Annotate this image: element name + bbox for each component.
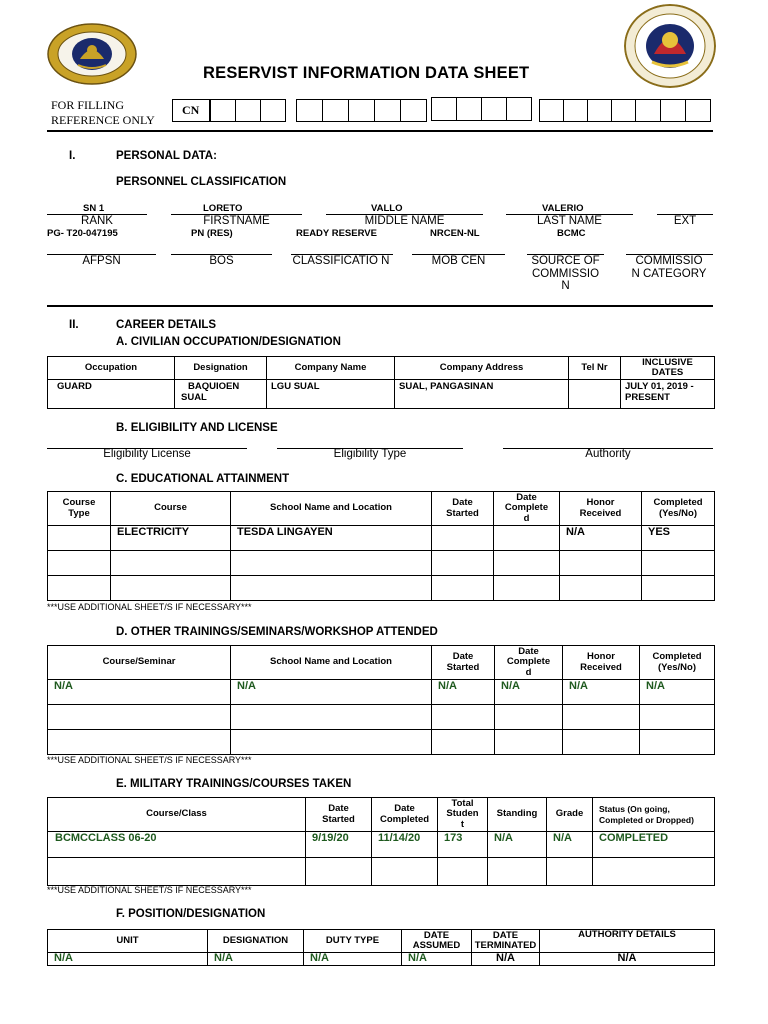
section-number-personal: I. bbox=[69, 150, 76, 162]
education-cell bbox=[432, 526, 494, 551]
education-cell: YES bbox=[642, 526, 715, 551]
education-cell bbox=[48, 526, 111, 551]
middlename-value: VALLO bbox=[371, 203, 403, 214]
trainings-header: Completed (Yes/No) bbox=[640, 646, 715, 680]
cn-cell[interactable] bbox=[611, 99, 636, 122]
afpsn-label: AFPSN bbox=[82, 255, 121, 267]
military-cell bbox=[488, 858, 547, 886]
cn-cell[interactable] bbox=[563, 99, 588, 122]
education-cell bbox=[111, 551, 231, 576]
table-row bbox=[48, 858, 715, 886]
education-cell bbox=[48, 576, 111, 601]
other-trainings-title: D. OTHER TRAININGS/SEMINARS/WORKSHOP ATTENDED bbox=[116, 626, 438, 638]
source-value: BCMC bbox=[557, 228, 586, 239]
education-note: ***USE ADDITIONAL SHEET/S IF NECESSARY*** bbox=[47, 602, 252, 612]
other-trainings-table bbox=[47, 645, 715, 755]
civilian-cell: JULY 01, 2019 - PRESENT bbox=[621, 380, 715, 409]
position-cell: N/A bbox=[472, 953, 540, 966]
military-header: Date Started bbox=[306, 798, 372, 832]
military-trainings-table bbox=[47, 797, 715, 886]
education-header: Date Complete d bbox=[494, 492, 560, 526]
cn-label-box: CN bbox=[172, 99, 210, 122]
education-header: Honor Received bbox=[560, 492, 642, 526]
trainings-header: Course/Seminar bbox=[48, 646, 231, 680]
education-header: School Name and Location bbox=[231, 492, 432, 526]
trainings-note: ***USE ADDITIONAL SHEET/S IF NECESSARY*** bbox=[47, 755, 252, 765]
position-cell: N/A bbox=[208, 953, 304, 966]
position-header: DATE ASSUMED bbox=[402, 930, 472, 953]
trainings-cell: N/A bbox=[563, 680, 640, 705]
military-cell bbox=[48, 858, 306, 886]
military-note: ***USE ADDITIONAL SHEET/S IF NECESSARY*** bbox=[47, 885, 252, 895]
civilian-cell: SUAL, PANGASINAN bbox=[395, 380, 569, 409]
military-header: Standing bbox=[488, 798, 547, 832]
classification-value: READY RESERVE bbox=[296, 228, 377, 239]
hukbong-dagat-seal bbox=[47, 23, 137, 85]
naval-reserve-command-seal bbox=[624, 4, 716, 88]
trainings-cell bbox=[640, 730, 715, 755]
education-header: Date Started bbox=[432, 492, 494, 526]
table-row bbox=[48, 730, 715, 755]
civilian-header: Designation bbox=[175, 357, 267, 380]
education-cell bbox=[494, 576, 560, 601]
lastname-value: VALERIO bbox=[542, 203, 584, 214]
military-cell bbox=[593, 858, 715, 886]
military-cell: 9/19/20 bbox=[306, 832, 372, 858]
cn-cell[interactable] bbox=[481, 97, 507, 121]
afpsn-value: PG- T20-047195 bbox=[47, 228, 118, 239]
eligibility-title: B. ELIGIBILITY AND LICENSE bbox=[116, 422, 278, 434]
military-header: Date Completed bbox=[372, 798, 438, 832]
cn-cell[interactable] bbox=[431, 97, 457, 121]
position-title: F. POSITION/DESIGNATION bbox=[116, 908, 266, 920]
trainings-cell bbox=[48, 730, 231, 755]
education-table bbox=[47, 491, 715, 601]
cn-cell[interactable] bbox=[296, 99, 323, 122]
military-header: Status (On going, Completed or Dropped) bbox=[593, 798, 715, 832]
cn-cell[interactable] bbox=[587, 99, 612, 122]
eligibility-type-label: Eligibility Type bbox=[333, 448, 407, 460]
civilian-occupation-title: A. CIVILIAN OCCUPATION/DESIGNATION bbox=[116, 336, 341, 348]
table-row bbox=[48, 551, 715, 576]
education-cell bbox=[48, 551, 111, 576]
civilian-cell: GUARD bbox=[48, 380, 175, 409]
education-title: C. EDUCATIONAL ATTAINMENT bbox=[116, 473, 290, 485]
header-divider bbox=[47, 130, 713, 132]
education-cell bbox=[494, 526, 560, 551]
education-cell bbox=[111, 576, 231, 601]
civilian-occupation-table bbox=[47, 356, 715, 409]
military-cell bbox=[438, 858, 488, 886]
trainings-cell bbox=[432, 730, 495, 755]
cn-cell[interactable] bbox=[660, 99, 686, 122]
bos-value: PN (RES) bbox=[191, 228, 233, 239]
education-header: Course Type bbox=[48, 492, 111, 526]
education-cell bbox=[642, 551, 715, 576]
military-cell bbox=[306, 858, 372, 886]
education-cell bbox=[560, 576, 642, 601]
source-label: SOURCE OF COMMISSIO N bbox=[531, 255, 600, 292]
civilian-header: Occupation bbox=[48, 357, 175, 380]
education-cell: ELECTRICITY bbox=[111, 526, 231, 551]
position-table bbox=[47, 929, 715, 966]
trainings-cell: N/A bbox=[231, 680, 432, 705]
civilian-header: Company Name bbox=[267, 357, 395, 380]
middlename-label: MIDDLE NAME bbox=[364, 215, 445, 227]
trainings-cell bbox=[563, 705, 640, 730]
section-number-career: II. bbox=[69, 319, 79, 331]
education-header: Completed (Yes/No) bbox=[642, 492, 715, 526]
trainings-cell: N/A bbox=[432, 680, 495, 705]
military-header: Total Studen t bbox=[438, 798, 488, 832]
trainings-cell bbox=[231, 730, 432, 755]
education-cell: TESDA LINGAYEN bbox=[231, 526, 432, 551]
firstname-label: FIRSTNAME bbox=[203, 215, 270, 227]
trainings-cell bbox=[640, 705, 715, 730]
military-cell: N/A bbox=[488, 832, 547, 858]
cn-cell[interactable] bbox=[506, 97, 532, 121]
cn-cell[interactable] bbox=[400, 99, 427, 122]
trainings-cell bbox=[495, 730, 563, 755]
military-cell: N/A bbox=[547, 832, 593, 858]
cn-cell[interactable] bbox=[348, 99, 375, 122]
position-cell: N/A bbox=[402, 953, 472, 966]
cn-cell[interactable] bbox=[539, 99, 564, 122]
lastname-label: LAST NAME bbox=[537, 215, 602, 227]
cn-cell[interactable] bbox=[635, 99, 661, 122]
trainings-cell bbox=[432, 705, 495, 730]
civilian-header: INCLUSIVE DATES bbox=[621, 357, 715, 380]
table-row bbox=[48, 526, 715, 551]
civilian-header: Company Address bbox=[395, 357, 569, 380]
trainings-cell: N/A bbox=[495, 680, 563, 705]
position-header: AUTHORITY DETAILS bbox=[540, 930, 715, 953]
civilian-cell: BAQUIOEN SUAL bbox=[175, 380, 267, 409]
trainings-header: Date Complete d bbox=[495, 646, 563, 680]
cn-cell[interactable] bbox=[685, 99, 711, 122]
education-header: Course bbox=[111, 492, 231, 526]
table-row bbox=[48, 832, 715, 858]
civilian-cell bbox=[569, 380, 621, 409]
military-cell bbox=[547, 858, 593, 886]
cn-cell[interactable] bbox=[322, 99, 349, 122]
education-cell bbox=[432, 551, 494, 576]
position-cell: N/A bbox=[48, 953, 208, 966]
rank-value: SN 1 bbox=[83, 203, 105, 214]
education-cell bbox=[231, 576, 432, 601]
authority-label: Authority bbox=[585, 448, 631, 460]
position-header: DATE TERMINATED bbox=[472, 930, 540, 953]
military-trainings-title: E. MILITARY TRAININGS/COURSES TAKEN bbox=[116, 778, 352, 790]
civilian-cell: LGU SUAL bbox=[267, 380, 395, 409]
military-cell: 173 bbox=[438, 832, 488, 858]
table-row bbox=[48, 953, 715, 966]
education-cell bbox=[432, 576, 494, 601]
table-row bbox=[48, 380, 715, 409]
section-title-career: CAREER DETAILS bbox=[116, 319, 217, 331]
table-row bbox=[48, 680, 715, 705]
section-title-personal: PERSONAL DATA: bbox=[116, 150, 217, 162]
cn-cell[interactable] bbox=[235, 99, 261, 122]
position-cell: N/A bbox=[304, 953, 402, 966]
cn-cell[interactable] bbox=[260, 99, 286, 122]
education-cell: N/A bbox=[560, 526, 642, 551]
education-cell bbox=[560, 551, 642, 576]
personnel-classification-title: PERSONNEL CLASSIFICATION bbox=[116, 176, 287, 188]
category-label: COMMISSIO N CATEGORY bbox=[631, 255, 707, 280]
mobcen-label: MOB CEN bbox=[431, 255, 486, 267]
trainings-cell bbox=[48, 705, 231, 730]
position-cell: N/A bbox=[540, 953, 715, 966]
military-cell bbox=[372, 858, 438, 886]
military-cell: 11/14/20 bbox=[372, 832, 438, 858]
bos-label: BOS bbox=[209, 255, 234, 267]
page-title: RESERVIST INFORMATION DATA SHEET bbox=[203, 64, 530, 82]
trainings-header: Honor Received bbox=[563, 646, 640, 680]
trainings-cell bbox=[563, 730, 640, 755]
table-row bbox=[48, 576, 715, 601]
military-cell: BCMCCLASS 06-20 bbox=[48, 832, 306, 858]
education-cell bbox=[642, 576, 715, 601]
reference-label: FOR FILLING REFERENCE ONLY bbox=[51, 98, 155, 127]
military-header: Grade bbox=[547, 798, 593, 832]
military-cell: COMPLETED bbox=[593, 832, 715, 858]
civilian-header: Tel Nr bbox=[569, 357, 621, 380]
trainings-cell: N/A bbox=[640, 680, 715, 705]
mobcen-value: NRCEN-NL bbox=[430, 228, 480, 239]
cn-cell[interactable] bbox=[456, 97, 482, 121]
firstname-value: LORETO bbox=[203, 203, 243, 214]
position-header: UNIT bbox=[48, 930, 208, 953]
position-header: DESIGNATION bbox=[208, 930, 304, 953]
trainings-cell: N/A bbox=[48, 680, 231, 705]
classification-label: CLASSIFICATIO N bbox=[292, 255, 390, 267]
trainings-header: Date Started bbox=[432, 646, 495, 680]
cn-cell[interactable] bbox=[210, 99, 236, 122]
trainings-cell bbox=[231, 705, 432, 730]
rank-label: RANK bbox=[81, 215, 113, 227]
education-cell bbox=[231, 551, 432, 576]
trainings-cell bbox=[495, 705, 563, 730]
personal-divider bbox=[47, 305, 713, 307]
education-cell bbox=[494, 551, 560, 576]
cn-cell[interactable] bbox=[374, 99, 401, 122]
eligibility-license-label: Eligibility License bbox=[103, 448, 191, 460]
table-row bbox=[48, 705, 715, 730]
military-header: Course/Class bbox=[48, 798, 306, 832]
position-header: DUTY TYPE bbox=[304, 930, 402, 953]
trainings-header: School Name and Location bbox=[231, 646, 432, 680]
ext-label: EXT bbox=[673, 215, 697, 227]
